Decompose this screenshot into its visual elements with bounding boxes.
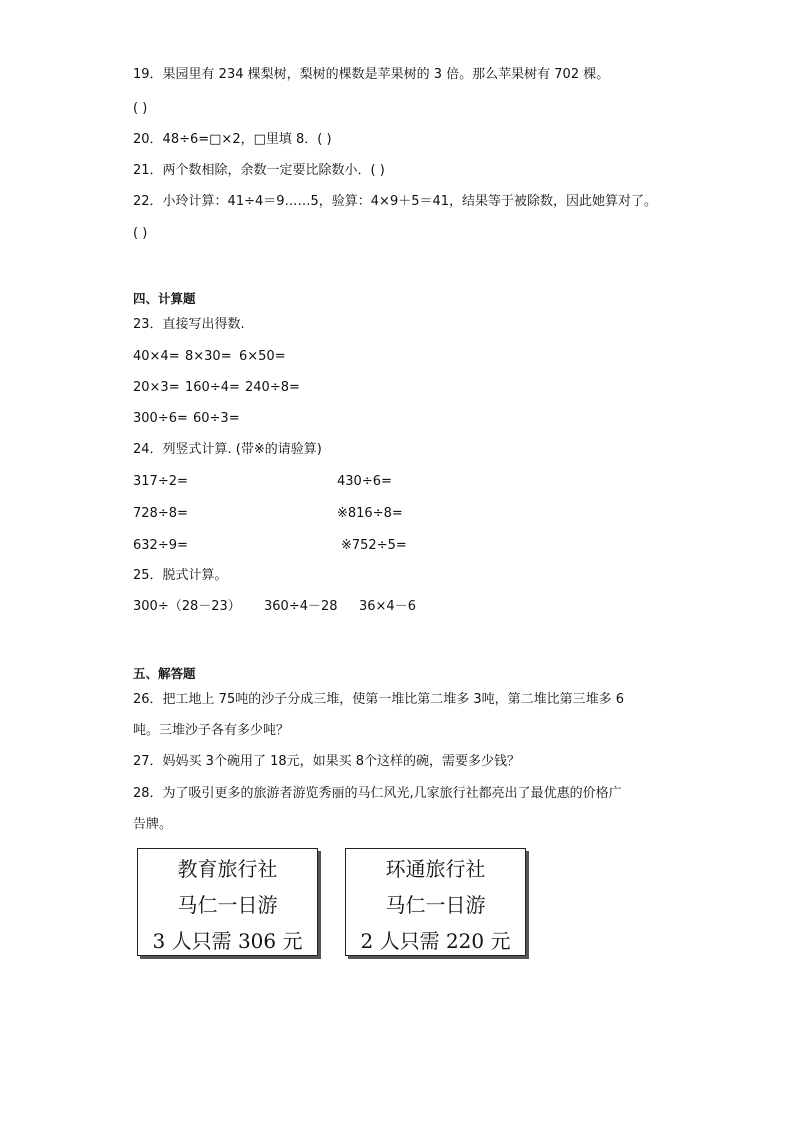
question-28-line-1: 28．为了吸引更多的旅游者游览秀丽的马仁风光,几家旅行社都亮出了最优惠的价格广 <box>133 786 622 801</box>
oral-calc-item: 8×30= <box>185 349 232 364</box>
vertical-calc-item: 728÷8= <box>133 506 188 521</box>
oral-calc-item: 300÷6= <box>133 411 188 426</box>
question-24-title: 24．列竖式计算. (带※的请验算) <box>133 442 322 457</box>
step-calc-item: 300÷（28－23） <box>133 599 241 614</box>
answer-parentheses-22[interactable]: ( ) <box>133 226 148 241</box>
ad-board-jiaoyu-travel <box>137 848 318 956</box>
step-calc-item: 360÷4－28 <box>264 599 338 614</box>
oral-calc-item: 20×3= <box>133 380 180 395</box>
ad-board-huantong-travel <box>345 848 526 956</box>
question-27: 27．妈妈买 3个碗用了 18元，如果买 8个这样的碗，需要多少钱？ <box>133 754 521 769</box>
vertical-calc-item: 317÷2= <box>133 474 188 489</box>
answer-parentheses-19[interactable]: ( ) <box>133 101 148 116</box>
vertical-calc-item: 632÷9= <box>133 538 188 553</box>
section-heading-word-problems: 五、解答题 <box>133 666 196 681</box>
ad-price: 2 人只需 220 元 <box>360 929 511 953</box>
vertical-calc-item: ※752÷5= <box>341 538 407 553</box>
ad-trip-name: 马仁一日游 <box>177 893 278 917</box>
vertical-calc-item: ※816÷8= <box>337 506 403 521</box>
question-23-title: 23．直接写出得数. <box>133 317 245 332</box>
question-25-title: 25．脱式计算。 <box>133 568 228 583</box>
oral-calc-item: 40×4= <box>133 349 180 364</box>
ad-agency-name: 教育旅行社 <box>177 857 278 881</box>
oral-calc-item: 240÷8= <box>245 380 300 395</box>
question-19: 19．果园里有 234 棵梨树，梨树的棵数是苹果树的 3 倍。那么苹果树有 702 棵。 <box>133 67 610 82</box>
vertical-calc-item: 430÷6= <box>337 474 392 489</box>
ad-trip-name: 马仁一日游 <box>385 893 486 917</box>
question-28-line-2: 告牌。 <box>133 817 173 832</box>
oral-calc-item: 60÷3= <box>193 411 240 426</box>
step-calc-item: 36×4－6 <box>359 599 416 614</box>
section-heading-calculation: 四、计算题 <box>133 291 196 306</box>
ad-agency-name: 环通旅行社 <box>385 857 486 881</box>
oral-calc-item: 160÷4= <box>185 380 240 395</box>
ad-price: 3 人只需 306 元 <box>152 929 303 953</box>
question-26-line-2: 吨。三堆沙子各有多少吨？ <box>133 723 290 738</box>
oral-calc-item: 6×50= <box>239 349 286 364</box>
question-21: 21．两个数相除，余数一定要比除数小．( ) <box>133 163 385 178</box>
question-26-line-1: 26．把工地上 75吨的沙子分成三堆，使第一堆比第二堆多 3吨，第二堆比第三堆多 6 <box>133 692 625 707</box>
question-20: 20．48÷6=□×2，□里填 8．( ) <box>133 132 332 147</box>
question-22: 22．小玲计算：41÷4＝9……5，验算：4×9＋5＝41，结果等于被除数，因此她算对了。 <box>133 194 658 209</box>
